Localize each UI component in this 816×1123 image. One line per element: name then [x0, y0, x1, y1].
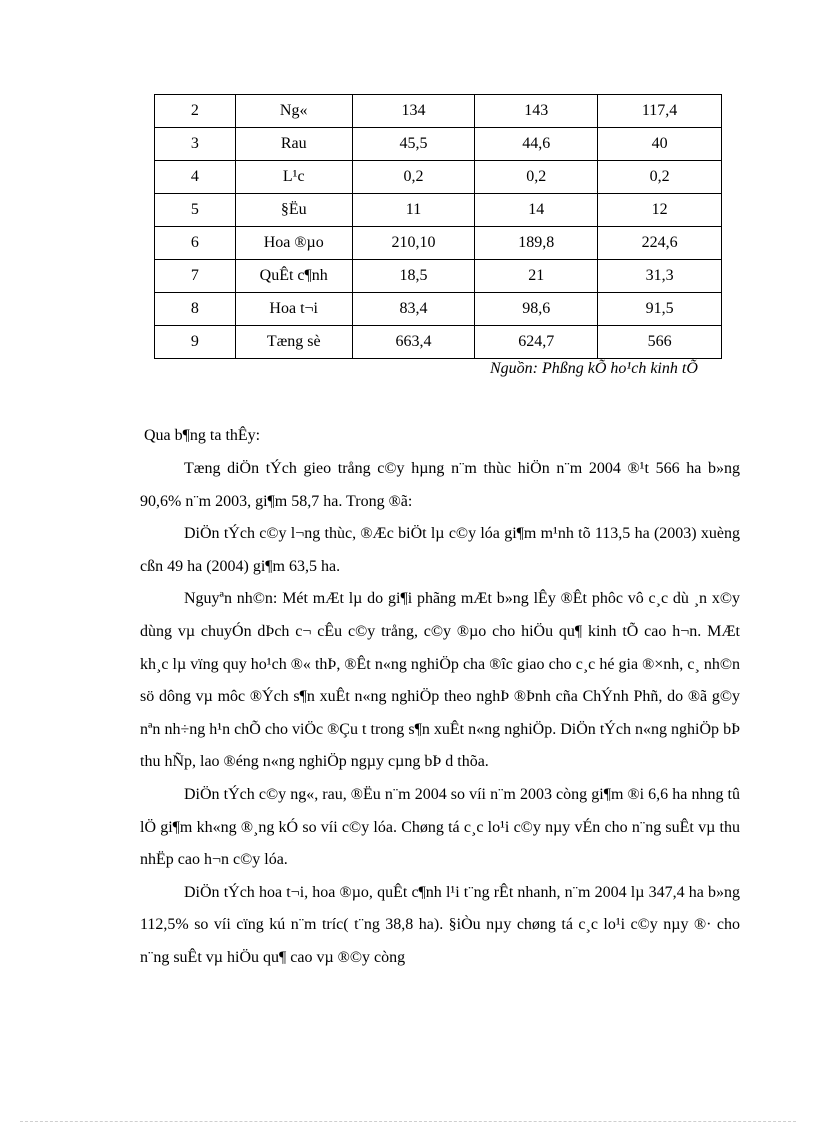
crop-name-cell: Rau	[235, 128, 352, 161]
value-2004-cell: 91,5	[598, 293, 722, 326]
crop-name-cell: QuÊt c¶nh	[235, 260, 352, 293]
row-number-cell: 3	[155, 128, 236, 161]
paragraph: DiÖn tÝch hoa t¬i, hoa ®µo, quÊt c¶nh l¹i t¨ng rÊt nhanh, n¨m 2004 lµ 347,4 ha b»ng 112,5% so víi cïng kú n¨m tríc( t¨ng 38,8 ha). §iÒu nµy chøng tá c¸c lo¹i c©y nµy ®· cho n¨ng suÊt vµ hiÖu qu¶ cao vµ ®©y còng	[140, 883, 740, 966]
value-2003-cell: 143	[475, 95, 598, 128]
crop-name-cell: Ng«	[235, 95, 352, 128]
value-2002-cell: 83,4	[352, 293, 475, 326]
value-2004-cell: 117,4	[598, 95, 722, 128]
body-text	[140, 453, 740, 975]
table-row	[155, 227, 722, 260]
value-2004-cell: 31,3	[598, 260, 722, 293]
lead-sentence: Qua b¶ng ta thÊy:	[144, 427, 261, 444]
value-2002-cell: 45,5	[352, 128, 475, 161]
crop-name-cell: Hoa ®µo	[235, 227, 352, 260]
value-2003-cell: 44,6	[475, 128, 598, 161]
crop-name-cell: §Ëu	[235, 194, 352, 227]
row-number-cell: 9	[155, 326, 236, 359]
row-number-cell: 5	[155, 194, 236, 227]
table-source-note: Nguồn: Phßng kÕ ho¹ch kinh tÕ	[490, 360, 698, 377]
value-2003-cell: 189,8	[475, 227, 598, 260]
table-row	[155, 260, 722, 293]
value-2003-cell: 624,7	[475, 326, 598, 359]
value-2002-cell: 18,5	[352, 260, 475, 293]
table-row	[155, 128, 722, 161]
value-2002-cell: 663,4	[352, 326, 475, 359]
table-row	[155, 95, 722, 128]
value-2003-cell: 14	[475, 194, 598, 227]
value-2004-cell: 566	[598, 326, 722, 359]
crop-name-cell: L¹c	[235, 161, 352, 194]
crop-name-cell: Tæng sè	[235, 326, 352, 359]
value-2004-cell: 12	[598, 194, 722, 227]
table-row	[155, 326, 722, 359]
row-number-cell: 8	[155, 293, 236, 326]
table-row	[155, 161, 722, 194]
value-2002-cell: 0,2	[352, 161, 475, 194]
paragraph: DiÖn tÝch c©y l¬ng thùc, ®Æc biÖt lµ c©y lóa gi¶m m¹nh tõ 113,5 ha (2003) xuèng cßn 49 ha (2004) gi¶m 63,5 ha.	[140, 525, 740, 575]
row-number-cell: 2	[155, 95, 236, 128]
row-number-cell: 7	[155, 260, 236, 293]
crop-name-cell: Hoa t¬i	[235, 293, 352, 326]
row-number-cell: 4	[155, 161, 236, 194]
table-row	[155, 293, 722, 326]
paragraph: Nguyªn nh©n: Mét mÆt lµ do gi¶i phãng mÆt b»ng lÊy ®Êt phôc vô c¸c dù ¸n x©y dùng vµ chuyÓn dÞch c¬ cÊu c©y trång, c©y ®µo cho hiÖu qu¶ kinh tÕ cao h¬n. MÆt kh¸c lµ vïng quy ho¹ch ®« thÞ, ®Êt n«ng nghiÖp cha ®îc giao cho c¸c hé gia ®×nh, c¸ nh©n sö dông vµ môc ®Ých s¶n xuÊt n«ng nghiÖp theo nghÞ ®Þnh cña ChÝnh Phñ, do ®ã g©y nªn nh÷ng h¹n chÕ cho viÖc ®Çu t trong s¶n xuÊt n«ng nghiÖp. DiÖn tÝch n«ng nghiÖp bÞ thu hÑp, lao ®éng n«ng nghiÖp ngµy cµng bÞ d thõa.	[140, 590, 740, 771]
table-row	[155, 194, 722, 227]
value-2003-cell: 0,2	[475, 161, 598, 194]
value-2004-cell: 0,2	[598, 161, 722, 194]
paragraph: Tæng diÖn tÝch gieo trång c©y hµng n¨m thùc hiÖn n¨m 2004 ®¹t 566 ha b»ng 90,6% n¨m 2003, gi¶m 58,7 ha. Trong ®ã:	[140, 460, 740, 510]
value-2003-cell: 98,6	[475, 293, 598, 326]
value-2004-cell: 40	[598, 128, 722, 161]
page-bottom-rule	[20, 1121, 796, 1122]
value-2004-cell: 224,6	[598, 227, 722, 260]
value-2002-cell: 11	[352, 194, 475, 227]
row-number-cell: 6	[155, 227, 236, 260]
value-2003-cell: 21	[475, 260, 598, 293]
paragraph: DiÖn tÝch c©y ng«, rau, ®Ëu n¨m 2004 so víi n¨m 2003 còng gi¶m ®i 6,6 ha nhng tû lÖ gi¶m kh«ng ®¸ng kÓ so víi c©y lóa. Chøng tá c¸c lo¹i c©y nµy vÉn cho n¨ng suÊt vµ thu nhËp cao h¬n c©y lóa.	[140, 785, 740, 869]
crop-area-table	[154, 94, 722, 359]
value-2002-cell: 210,10	[352, 227, 475, 260]
value-2002-cell: 134	[352, 95, 475, 128]
